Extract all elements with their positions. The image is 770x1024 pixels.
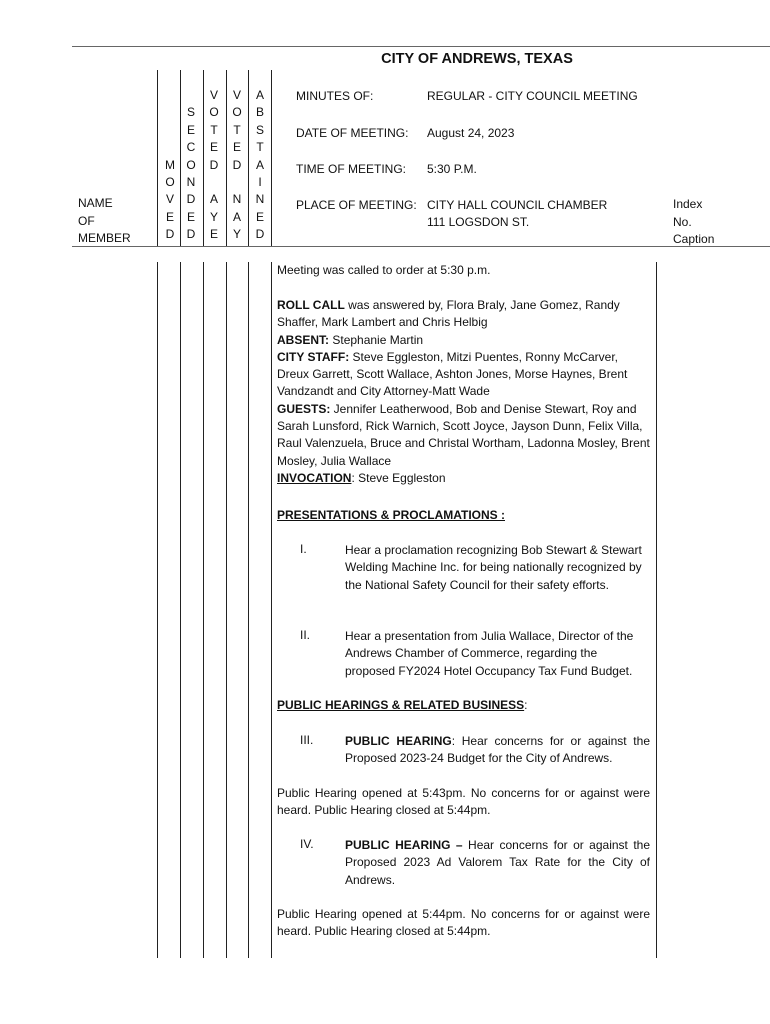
attendance-block: [277, 297, 650, 487]
index-caption-label: [673, 196, 714, 249]
hearing-result: Public Hearing opened at 5:43pm. No concerns for or against were heard. Public Hearing closed at 5:44pm.: [277, 786, 650, 818]
place-of-meeting-address: 111 LOGSDON ST.: [427, 215, 530, 229]
seconded-column-header: S E C O N D E D: [186, 105, 196, 242]
header-col-divider: [226, 70, 227, 246]
header-rule: [72, 246, 770, 247]
voted-nay-column-header: V O T E D N A Y: [232, 88, 242, 242]
roll-call: ROLL CALL was answered by, Flora Braly, Jane Gomez, Randy Shaffer, Mark Lambert and Chris Helbig: [277, 298, 620, 330]
top-rule: [72, 46, 770, 47]
place-of-meeting-value: CITY HALL COUNCIL CHAMBER: [427, 198, 608, 212]
item-text: Hear a proclamation recognizing Bob Stewart & Stewart Welding Machine Inc. for being nationally recognized by the National Safety Council for their safety efforts.: [345, 543, 642, 592]
public-hearings-heading: PUBLIC HEARINGS & RELATED BUSINESS:: [277, 698, 528, 712]
header-col-divider: [157, 70, 158, 246]
item-number: III.: [300, 733, 314, 747]
time-of-meeting-label: TIME OF MEETING:: [296, 162, 406, 176]
body-col-divider: [656, 262, 657, 958]
guests: GUESTS: Jennifer Leatherwood, Bob and Denise Stewart, Roy and Sarah Lunsford, Rick Warnich, Scott Joyce, Jayson Dunn, Felix Villa, Raul Valenzuela, Bruce and Christal Wortham, Ladonna Mosley, Brent Mosley, Julia Wallace: [277, 401, 650, 468]
name-label-line: OF: [78, 213, 95, 228]
index-label-line: No.: [673, 214, 692, 229]
name-label-line: NAME: [78, 196, 113, 210]
item-text: PUBLIC HEARING – Hear concerns for or against the Proposed 2023 Ad Valorem Tax Rate for the City of Andrews.: [345, 838, 651, 887]
name-of-member-label: [78, 195, 131, 248]
page-title: CITY OF ANDREWS, TEXAS: [381, 51, 573, 67]
absent: ABSENT: Stephanie Martin: [277, 332, 424, 347]
body-col-divider: [157, 262, 158, 958]
city-staff: CITY STAFF: Steve Eggleston, Mitzi Puentes, Ronny McCarver, Dreux Garrett, Scott Wallace, Ashton Jones, Morse Haynes, Brent Vandzandt and City Attorney-Matt Wade: [277, 349, 628, 399]
name-label-line: MEMBER: [78, 231, 131, 245]
presentations-heading: PRESENTATIONS & PROCLAMATIONS :: [277, 508, 505, 522]
body-col-divider: [226, 262, 227, 958]
invocation: INVOCATION: Steve Eggleston: [277, 470, 446, 485]
minutes-of-value: REGULAR - CITY COUNCIL MEETING: [427, 89, 638, 103]
header-col-divider: [180, 70, 181, 246]
header-col-divider: [271, 70, 272, 246]
voted-aye-column-header: V O T E D A Y E: [209, 88, 219, 242]
index-label-line: Index: [673, 197, 703, 211]
body-col-divider: [203, 262, 204, 958]
hearing-result: Public Hearing opened at 5:44pm. No concerns for or against were heard. Public Hearing closed at 5:44pm.: [277, 907, 650, 939]
abstained-column-header: A B S T A I N E D: [255, 88, 265, 242]
place-of-meeting-label: PLACE OF MEETING:: [296, 198, 417, 212]
body-col-divider: [180, 262, 181, 958]
item-number: IV.: [300, 837, 314, 851]
item-text: PUBLIC HEARING: Hear concerns for or against the Proposed 2023-24 Budget for the City of Andrews.: [345, 734, 650, 766]
item-text: Hear a presentation from Julia Wallace, Director of the Andrews Chamber of Commerce, regarding the proposed FY2024 Hotel Occupancy Tax Fund Budget.: [345, 629, 634, 678]
minutes-of-label: MINUTES OF:: [296, 89, 374, 103]
item-number: II.: [300, 628, 311, 642]
call-to-order: Meeting was called to order at 5:30 p.m.: [277, 263, 491, 277]
body-col-divider: [248, 262, 249, 958]
time-of-meeting-value: 5:30 P.M.: [427, 162, 477, 176]
header-col-divider: [203, 70, 204, 246]
body-col-divider: [271, 262, 272, 958]
item-number: I.: [300, 542, 307, 556]
date-of-meeting-value: August 24, 2023: [427, 126, 515, 140]
header-col-divider: [248, 70, 249, 246]
date-of-meeting-label: DATE OF MEETING:: [296, 126, 409, 140]
moved-column-header: M O V E D: [165, 157, 175, 242]
index-label-line: Caption: [673, 232, 715, 246]
